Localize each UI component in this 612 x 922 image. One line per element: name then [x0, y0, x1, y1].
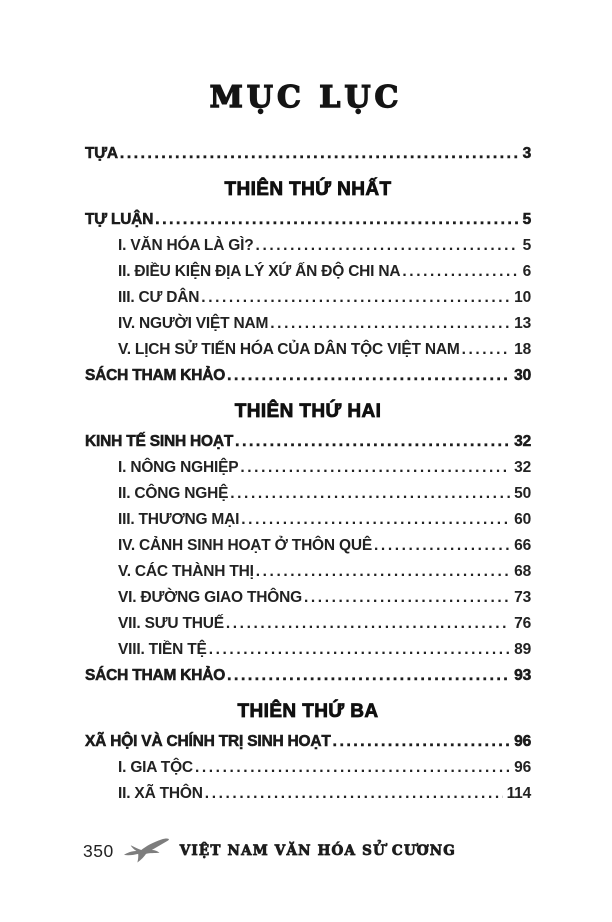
toc-entry-page: 18 [514, 341, 531, 358]
toc-entry-page: 114 [506, 785, 531, 802]
toc-entry-page: 10 [514, 289, 531, 306]
toc-entry [85, 533, 531, 559]
dot-leader [153, 207, 518, 233]
toc-entry [85, 755, 531, 781]
toc-entry [85, 663, 531, 689]
toc-entry-label: II. CÔNG NGHỆ [118, 485, 229, 502]
toc-entry [85, 455, 531, 481]
toc-entry-label: I. VĂN HÓA LÀ GÌ? [118, 237, 254, 254]
toc-entry [85, 285, 531, 311]
toc-entry [85, 363, 531, 389]
dot-leader [225, 663, 510, 689]
toc-entry-page: 30 [514, 367, 531, 384]
page-title: MỤC LỤC [209, 80, 403, 115]
toc-entry-label: SÁCH THAM KHẢO [85, 367, 226, 384]
dot-leader [302, 585, 510, 611]
footer-book-title: VIỆT NAM VĂN HÓA SỬ CƯƠNG [179, 843, 457, 859]
dot-leader [193, 755, 510, 781]
toc-entry-label: IV. NGƯỜI VIỆT NAM [118, 315, 269, 332]
toc-section-header: THIÊN THỨ NHẤT [224, 179, 392, 200]
toc-entry-label: V. LỊCH SỬ TIẾN HÓA CỦA DÂN TỘC VIỆT NAM [118, 341, 460, 358]
toc-entry-page: 32 [514, 433, 531, 450]
toc-entry [85, 259, 531, 285]
toc-section-header: THIÊN THỨ BA [237, 701, 379, 722]
dot-leader [225, 363, 510, 389]
toc-entry [85, 207, 531, 233]
page-footer [83, 838, 456, 864]
toc-entry [85, 141, 531, 167]
toc-entry-page: 6 [522, 263, 531, 280]
dot-leader [199, 285, 510, 311]
toc-entry-label: SÁCH THAM KHẢO [85, 667, 226, 684]
dot-leader [372, 533, 510, 559]
dot-leader [207, 637, 510, 663]
toc-entry [85, 559, 531, 585]
toc-entry-label: III. THƯƠNG MẠI [118, 511, 240, 528]
footer-page-number: 350 [83, 840, 114, 861]
toc-entry [85, 337, 531, 363]
toc-entry [85, 611, 531, 637]
dot-leader [400, 259, 518, 285]
toc-entry-label: TỰ LUẬN [85, 211, 154, 228]
toc-entry [85, 429, 531, 455]
toc-entry-page: 73 [514, 589, 531, 606]
toc-entry-page: 5 [522, 237, 531, 254]
dot-leader [228, 481, 510, 507]
dot-leader [203, 781, 503, 807]
toc-entry-label: V. CÁC THÀNH THỊ [118, 563, 254, 580]
toc-entry-page: 5 [522, 211, 531, 228]
toc-entry-label: II. XÃ THÔN [118, 785, 203, 802]
toc-entry-label: VIII. TIỀN TỆ [118, 641, 207, 658]
toc-entry-label: VI. ĐƯỜNG GIAO THÔNG [118, 589, 302, 606]
toc-entry [85, 781, 531, 807]
dot-leader [268, 311, 510, 337]
toc-entry-page: 96 [514, 733, 531, 750]
dot-leader [239, 507, 510, 533]
dot-leader [254, 233, 519, 259]
toc-entry-page: 76 [514, 615, 531, 632]
toc-entry [85, 233, 531, 259]
toc-entry-page: 66 [514, 537, 531, 554]
toc-section-header: THIÊN THỨ HAI [234, 401, 382, 422]
toc-entry-page: 13 [514, 315, 531, 332]
toc-entry [85, 507, 531, 533]
dot-leader [118, 141, 519, 167]
toc-entry-page: 68 [514, 563, 531, 580]
toc-entry-label: II. ĐIỀU KIỆN ĐỊA LÝ XỨ ẤN ĐỘ CHI NA [118, 263, 401, 280]
toc-entry [85, 481, 531, 507]
toc-entry-page: 89 [514, 641, 531, 658]
toc-entry-page: 3 [522, 145, 531, 162]
toc-entry-page: 93 [514, 667, 531, 684]
toc-entry-label: VII. SƯU THUẾ [118, 615, 224, 632]
dot-leader [460, 337, 511, 363]
toc-entry [85, 311, 531, 337]
toc-entry-label: XÃ HỘI VÀ CHÍNH TRỊ SINH HOẠT [85, 733, 331, 750]
toc-entry-label: III. CƯ DÂN [118, 289, 200, 306]
toc-entry [85, 729, 531, 755]
toc-entry-label: IV. CẢNH SINH HOẠT Ở THÔN QUÊ [118, 537, 373, 554]
toc-entry-page: 60 [514, 511, 531, 528]
toc-entry-page: 96 [514, 759, 531, 776]
toc-entry [85, 585, 531, 611]
toc-entry [85, 637, 531, 663]
toc-entry-label: TỰA [85, 145, 118, 162]
dot-leader [224, 611, 510, 637]
dot-leader [238, 455, 510, 481]
toc-entry-label: I. NÔNG NGHIỆP [118, 459, 239, 476]
toc-entry-page: 32 [514, 459, 531, 476]
toc-entry-label: I. GIA TỘC [118, 759, 193, 776]
toc-list [85, 141, 531, 807]
dot-leader [254, 559, 510, 585]
bird-logo-icon [123, 838, 171, 864]
toc-entry-label: KINH TẾ SINH HOẠT [85, 433, 234, 450]
toc-entry-page: 50 [514, 485, 531, 502]
dot-leader [233, 429, 510, 455]
dot-leader [331, 729, 511, 755]
